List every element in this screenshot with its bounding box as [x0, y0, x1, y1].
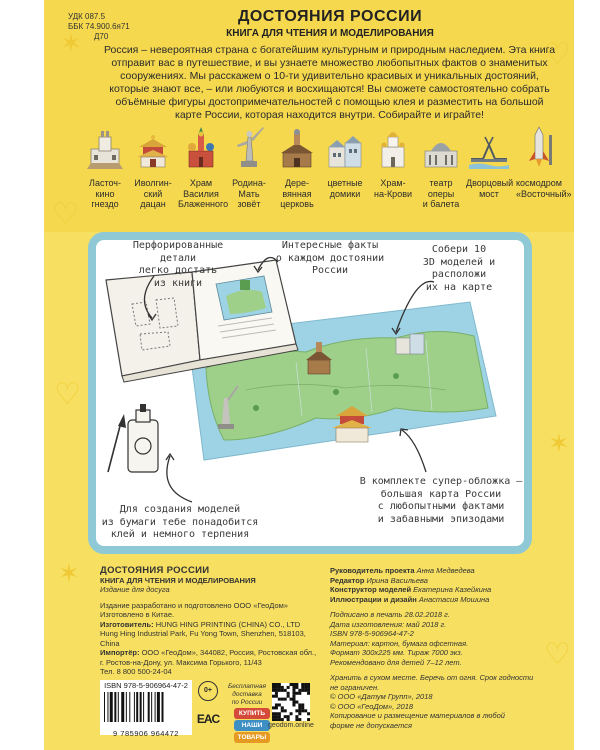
imprint-copy-note-2: форме не допускается [330, 720, 413, 730]
barcode-icon [100, 690, 192, 724]
rocket-icon [519, 125, 559, 169]
age-rating-badge: 0+ [198, 681, 218, 701]
note-perforated-parts: Перфорированные детали легко достать из книги [132, 240, 224, 289]
credit-models: Екатерина Казейкина [413, 585, 492, 594]
imprint-material: Материал: картон, бумага офсетная. [330, 638, 469, 648]
imprint-developed: Издание разработано и подготовлено ООО «ГеоДом» [100, 600, 288, 610]
qr-code-icon [272, 683, 310, 721]
udk-code: УДК 087.5 [68, 12, 106, 21]
imprint-copyright-1: © ООО «Датум Групп», 2018 [330, 692, 433, 701]
eac-mark: EAC [196, 712, 220, 726]
note-glue: Для создания моделей из бумаги тебе понадобится клей и немного терпения [101, 504, 259, 540]
author-mark: Д70 [94, 32, 109, 41]
credit-illus: Анастасия Мошина [418, 594, 490, 604]
landmark-church-on-blood: Храм- на-Крови [370, 125, 416, 199]
glue-bottle-illustration [108, 404, 158, 472]
imprint-maker-label: Изготовитель: [100, 619, 154, 629]
landmarks-row [82, 125, 572, 225]
landmark-vostochny-cosmodrome: космодром «Восточный» [516, 125, 562, 199]
note-interesting-facts: Интересные факты о каждом достоянии России [275, 240, 385, 276]
imprint-importer-address: г. Ростов-на-Дону, ул. Максима Горького, 11/43 [100, 657, 262, 667]
imprint-maker-address: Hung Hing Industrial Park, Fu Yong Town, Shenzhen, 518103, China [100, 629, 306, 648]
landmark-palace-bridge: Дворцовый мост [466, 125, 512, 199]
church-icon [277, 125, 317, 169]
catalog-codes [68, 12, 130, 42]
credit-editor: Ирина Васильева [366, 575, 428, 585]
landmark-ivolginsky-datsan: Иволгин- ский дацан [130, 125, 176, 210]
our-badge: НАШИ [234, 720, 270, 731]
book-title [200, 8, 460, 39]
intro-text: Россия – невероятная страна с богатейшим культурным и природным наследием. Эта книга отправит вас в путешествие, и вы узнаете множество любопытных фактов о знаменитых сооружениях. Мы расскажем о 10-ти удивительно красивых и уникальных достояний, которые знают все, – или любуются и восхищаются! Вы сможете самостоятельно собрать объёмные фигуры достопримечательностей с помощью клея и разместить на большой карте России, которая находится внутри. Собирайте и играйте! [103, 44, 556, 121]
heart-icon: ♡ [544, 38, 571, 71]
title-main: ДОСТОЯНИЯ РОССИИ [237, 8, 423, 25]
star-icon: ✶ [60, 28, 82, 58]
statue-icon [229, 125, 269, 169]
imprint-copy-note-1: Копирование и размещение материалов в любой [330, 711, 505, 720]
imprint-date: Дата изготовления: май 2018 г. [330, 619, 447, 629]
bridge-icon [469, 125, 509, 169]
imprint-storage-2: не ограничен. [330, 682, 380, 692]
arrow-icon [402, 430, 426, 472]
landmark-motherland-calls: Родина- Мать зовёт [226, 125, 272, 210]
credit-editor-label: Редактор [330, 575, 365, 585]
imprint-age: Рекомендовано для детей 7–12 лет. [330, 657, 462, 667]
free-delivery-note: Бесплатная доставка по России [228, 683, 266, 706]
note-super-cover: В комплекте супер-обложка – большая карта России с любопытными фактами и забавными эпизодами [359, 476, 523, 525]
imprint-importer-label: Импортёр: [100, 648, 140, 657]
houses-icon [325, 125, 365, 169]
imprint-signed: Подписано в печать 28.02.2018 г. [330, 610, 450, 619]
goods-badge: ТОВАРЫ [234, 732, 270, 743]
imprint-made-in: Изготовлено в Китае. [100, 610, 175, 619]
imprint-isbn: ISBN 978-5-906964-47-2 [330, 629, 414, 638]
imprint-copyright-2: © ООО «ГеоДом», 2018 [330, 701, 414, 711]
imprint-left [100, 566, 325, 677]
barcode-block [100, 680, 192, 738]
buy-badge: КУПИТЬ [234, 708, 270, 719]
imprint-maker: HUNG HING PRINTING (CHINA) CO., LTD [155, 619, 301, 629]
imprint-importer: ООО «ГеоДом», 344082, Россия, Ростовская обл., [141, 648, 317, 657]
star-icon: ✶ [58, 558, 80, 588]
landmark-wooden-church: Дере- вянная церковь [274, 125, 320, 210]
castle-icon [85, 125, 125, 169]
credit-lead-label: Руководитель проекта [330, 566, 415, 575]
website-label: geodom.online [268, 722, 314, 729]
barcode-isbn: ISBN 978-5-906964-47-2 [104, 681, 188, 690]
cathedral-icon [181, 125, 221, 169]
heart-icon: ♡ [544, 638, 571, 671]
heart-icon: ♡ [54, 378, 81, 411]
imprint-title: ДОСТОЯНИЯ РОССИИ [100, 565, 210, 576]
credit-models-label: Конструктор моделей [330, 585, 412, 594]
imprint-edition: Издание для досуга [100, 585, 170, 594]
landmark-opera-theatre: театр оперы и балета [418, 125, 464, 210]
landmark-colored-houses: цветные домики [322, 125, 368, 199]
landmark-swallows-nest: Ласточ- кино гнездо [82, 125, 128, 210]
landmark-st-basils-cathedral: Храм Василия Блаженного [178, 125, 224, 210]
imprint-subtitle: КНИГА ДЛЯ ЧТЕНИЯ И МОДЕЛИРОВАНИЯ [100, 575, 256, 585]
theatre-icon [421, 125, 461, 169]
church-dome-icon [373, 125, 413, 169]
heart-icon: ♡ [52, 198, 79, 231]
imprint-format: Формат 300х225 мм. Тираж 7000 экз. [330, 648, 463, 657]
credit-lead: Анна Медведева [416, 566, 475, 575]
imprint-right [330, 566, 545, 730]
barcode-digits: 9 785906 964472 [113, 729, 179, 738]
arrow-icon [167, 456, 192, 502]
credit-illus-label: Иллюстрации и дизайн [330, 594, 417, 604]
pagoda-icon [133, 125, 173, 169]
imprint-storage-1: Хранить в сухом месте. Беречь от огня. Срок годности [330, 673, 534, 682]
imprint-phone: Тел. 8 800 500-24-04 [100, 667, 172, 676]
note-assemble-models: Собери 10 3D моделей и расположи их на карте [422, 244, 496, 293]
star-icon: ✶ [548, 428, 570, 458]
title-subtitle: КНИГА ДЛЯ ЧТЕНИЯ И МОДЕЛИРОВАНИЯ [226, 28, 434, 39]
bbk-code: ББК 74.900.6я71 [68, 22, 130, 31]
